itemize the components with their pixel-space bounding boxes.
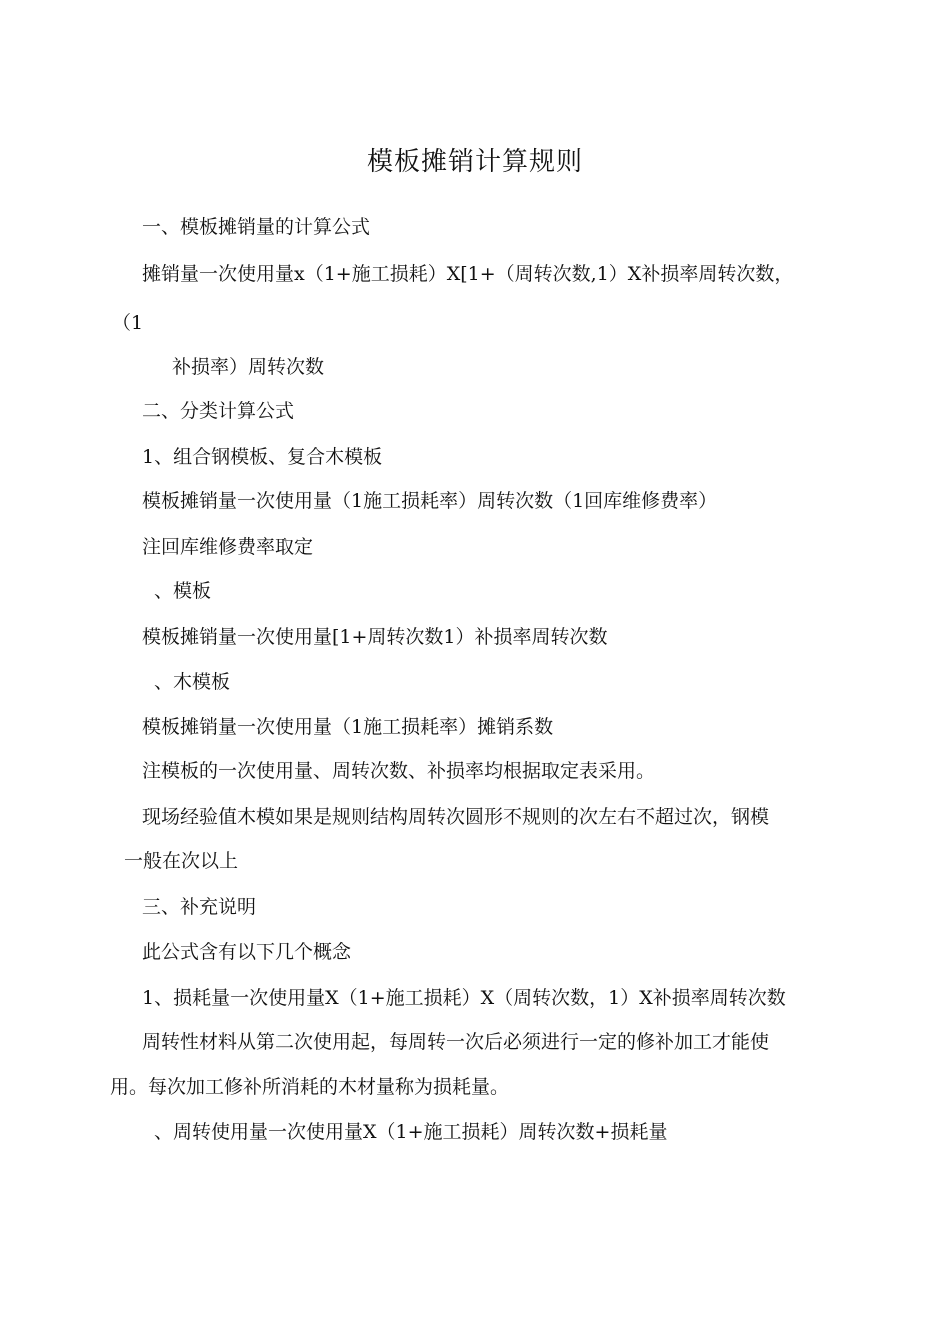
subsection-heading: 、模板: [154, 580, 212, 602]
section-heading-1: 一、模板摊销量的计算公式: [142, 216, 371, 238]
subsection-heading: 、木模板: [154, 671, 231, 693]
paragraph-line: 此公式含有以下几个概念: [142, 941, 352, 963]
paragraph-line: 周转性材料从第二次使用起，每周转一次后必须进行一定的修补加工才能使: [142, 1031, 770, 1053]
document-title: 模板摊销计算规则: [366, 147, 583, 177]
formula-line: 1、损耗量一次使用量X（1+施工损耗）X（周转次数，1）X补损率周转次数: [142, 987, 786, 1009]
note-line: 注回库维修费率取定: [142, 536, 314, 558]
formula-line: 模板摊销量一次使用量（1施工损耗率）摊销系数: [142, 716, 554, 738]
note-line: 注模板的一次使用量、周转次数、补损率均根据取定表采用。: [142, 760, 656, 782]
paragraph-line: 一般在次以上: [124, 850, 239, 872]
section-heading-2: 二、分类计算公式: [142, 400, 295, 422]
section-heading-3: 三、补充说明: [142, 896, 257, 918]
paragraph-line: 现场经验值木模如果是规则结构周转次圆形不规则的次左右不超过次，钢模: [142, 806, 770, 828]
formula-line: 模板摊销量一次使用量[1+周转次数1）补损率周转次数: [142, 626, 608, 648]
subsection-heading: 1、组合钢模板、复合木模板: [142, 446, 383, 468]
formula-continuation: （1: [112, 312, 144, 334]
formula-line: 摊销量一次使用量x（1+施工损耗）X[1+（周转次数,1）X补损率周转次数，: [142, 263, 794, 285]
formula-line: 、周转使用量一次使用量X（1+施工损耗）周转次数+损耗量: [154, 1121, 668, 1143]
paragraph-line: 用。每次加工修补所消耗的木材量称为损耗量。: [110, 1076, 510, 1098]
formula-line: 模板摊销量一次使用量（1施工损耗率）周转次数（1回库维修费率）: [142, 490, 718, 512]
formula-continuation: 补损率）周转次数: [172, 356, 325, 378]
